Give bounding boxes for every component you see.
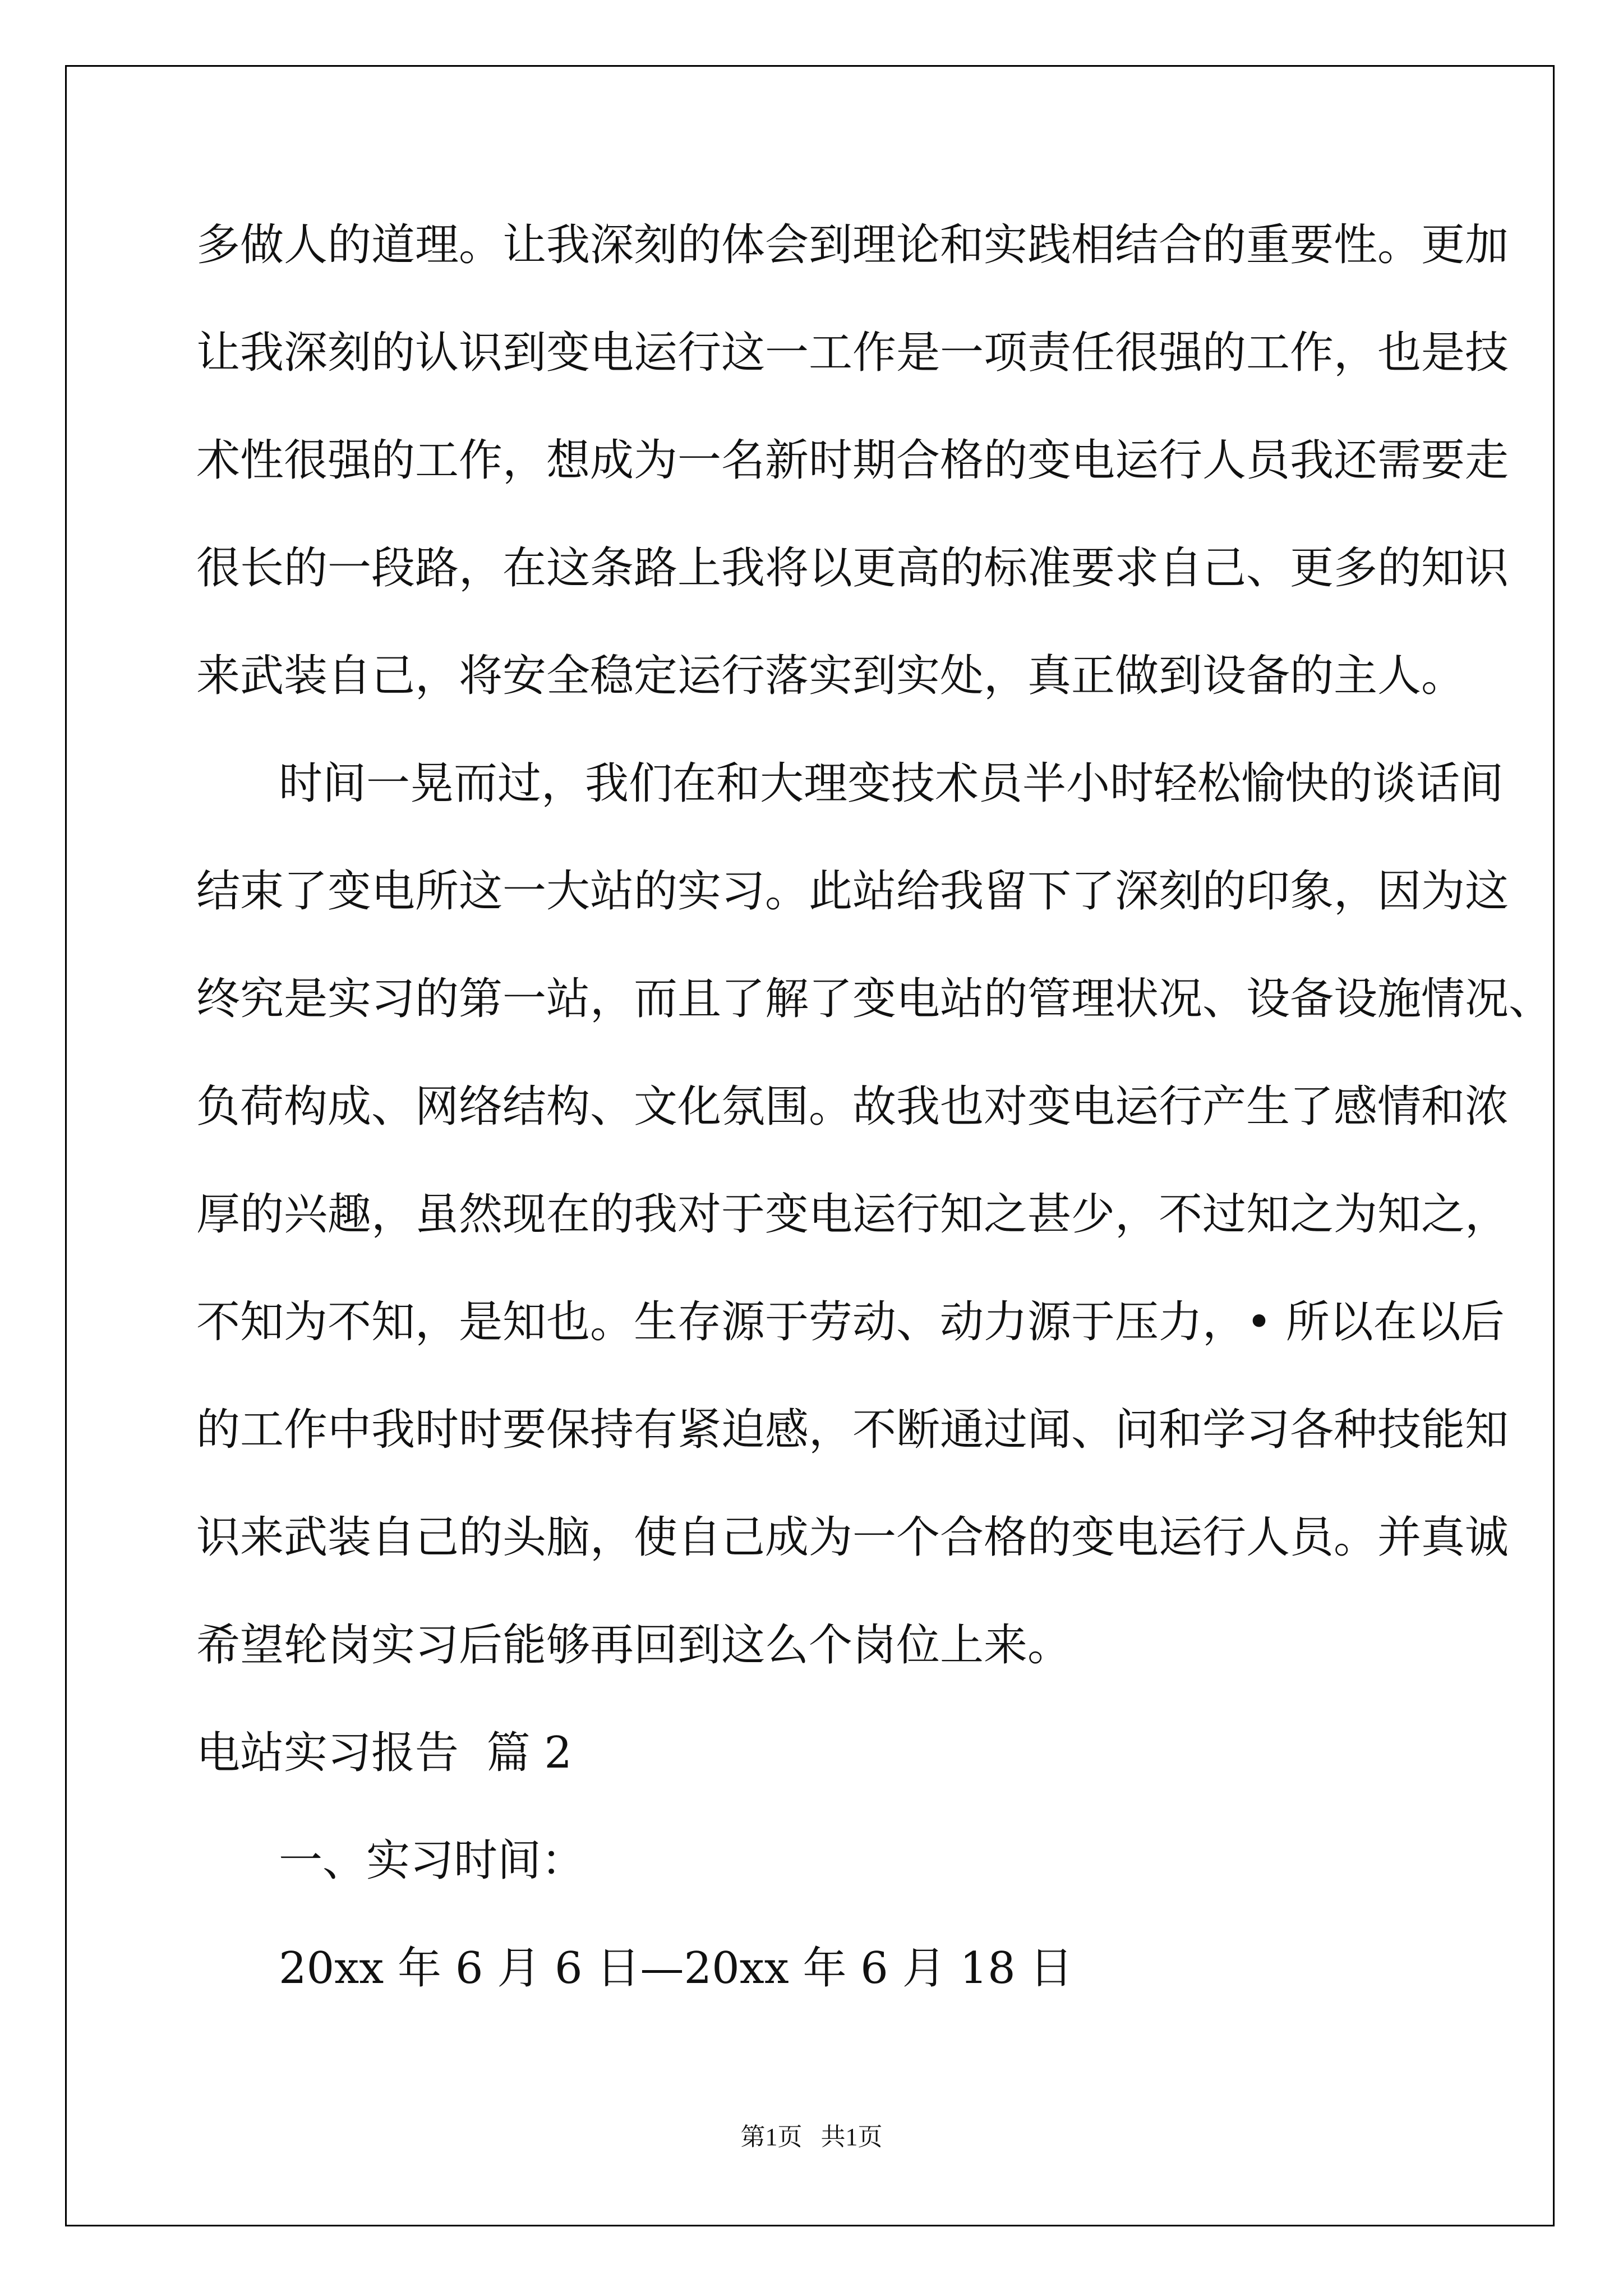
paragraph-line: 让我深刻的认识到变电运行这一工作是一项责任很强的工作，也是技 <box>196 328 1509 378</box>
section-title: 电站实习报告 篇 2 <box>196 1728 573 1778</box>
page-border <box>65 65 1555 2226</box>
paragraph-line: 的工作中我时时要保持有紧迫感，不断通过闻、问和学习各种技能知 <box>196 1405 1509 1455</box>
subheading: 一、实习时间： <box>279 1835 585 1886</box>
paragraph-line: 很长的一段路，在这条路上我将以更高的标准要求自己、更多的知识 <box>196 543 1509 593</box>
paragraph-line: 时间一晃而过，我们在和大理变技术员半小时轻松愉快的谈话间 <box>279 758 1504 809</box>
date-range: 20xx 年 6 月 6 日—20xx 年 6 月 18 日 <box>279 1943 1073 1994</box>
paragraph-line: 希望轮岗实习后能够再回到这么个岗位上来。 <box>196 1620 1072 1671</box>
page-footer: 第1页 共1页 <box>740 2123 883 2151</box>
paragraph-line: 结束了变电所这一大站的实习。此站给我留下了深刻的印象，因为这 <box>196 866 1509 917</box>
paragraph-line: 来武装自己，将安全稳定运行落实到实处，真正做到设备的主人。 <box>196 651 1465 701</box>
paragraph-line: 识来武装自己的头脑，使自己成为一个合格的变电运行人员。并真诚 <box>196 1512 1509 1563</box>
paragraph-line: 负荷构成、网络结构、文化氛围。故我也对变电运行产生了感情和浓 <box>196 1082 1509 1132</box>
paragraph-line: 厚的兴趣，虽然现在的我对于变电运行知之甚少，不过知之为知之， <box>196 1189 1509 1240</box>
paragraph-line: 多做人的道理。让我深刻的体会到理论和实践相结合的重要性。更加 <box>196 220 1509 270</box>
paragraph-line: 术性很强的工作，想成为一名新时期合格的变电运行人员我还需要走 <box>196 435 1509 486</box>
paragraph-line: 终究是实习的第一站，而且了解了变电站的管理状况、设备设施情况、 <box>196 974 1553 1024</box>
paragraph-line: 不知为不知，是知也。生存源于劳动、动力源于压力，• 所以在以后 <box>196 1297 1505 1347</box>
